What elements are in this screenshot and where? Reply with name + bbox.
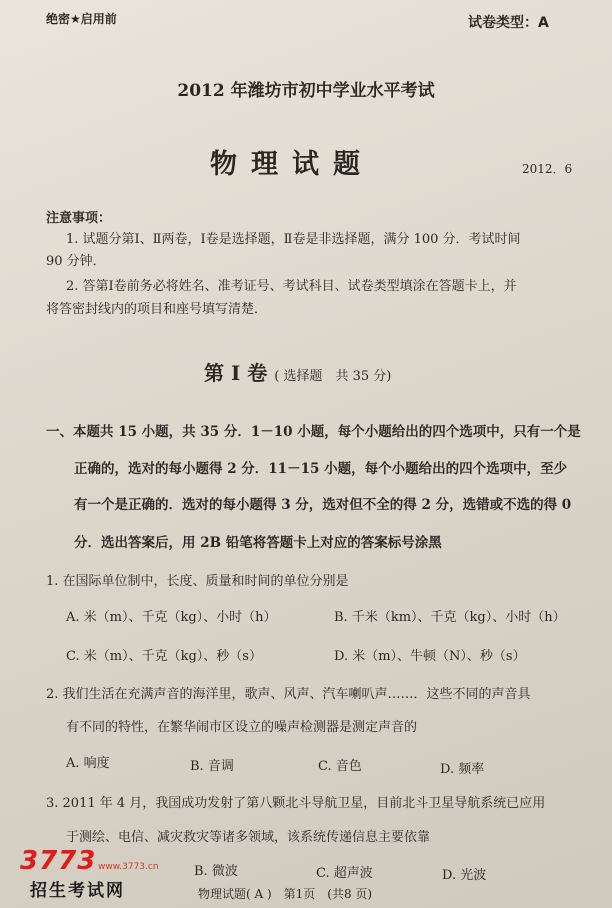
notes-line: 90 分钟．	[46, 254, 106, 269]
question-stem: 2. 我们生活在充满声音的海洋里，歌声、风声、汽车喇叭声……．这些不同的声音具	[46, 687, 531, 702]
exam-title: 2012 年潍坊市初中学业水平考试	[177, 81, 435, 101]
section-line: 一、本题共 15 小题，共 35 分．1－10 小题，每个小题给出的四个选项中，只有一个是	[46, 424, 581, 440]
volume-title	[204, 357, 391, 386]
paper-type: 试卷类型：A	[468, 15, 549, 31]
question-option: A. 米（m）、千克（kg）、小时（h）	[66, 610, 277, 625]
question-option: A. 响度	[66, 756, 110, 771]
notes-line: 将答密封线内的项目和座号填写清楚．	[46, 302, 268, 317]
question-option: B. 微波	[194, 864, 238, 879]
section-line: 正确的，选对的每小题得 2 分．11－15 小题，每个小题给出的四个选项中，至少	[74, 461, 568, 477]
question-stem: 于测绘、电信、减灾救灾等诸多领域，该系统传递信息主要依靠	[66, 830, 431, 845]
section-line: 分．选出答案后，用 2B 铅笔将答题卡上对应的答案标号涂黑	[74, 535, 442, 551]
question-stem: 3. 2011 年 4 月，我国成功发射了第八颗北斗导航卫星，目前北斗卫星导航系统已应用	[46, 796, 546, 811]
question-option: C. 米（m）、千克（kg）、秒（s）	[66, 649, 262, 664]
notes-line: 1. 试题分第Ⅰ、Ⅱ两卷，Ⅰ卷是选择题，Ⅱ卷是非选择题，满分 100 分．考试时间	[66, 232, 521, 247]
question-stem: 有不同的特性，在繁华闹市区设立的噪声检测器是测定声音的	[66, 720, 418, 735]
question-option: D. 频率	[440, 762, 485, 777]
question-stem: 1. 在国际单位制中，长度、质量和时间的单位分别是	[46, 574, 349, 589]
secret-label: 绝密★启用前	[46, 12, 117, 26]
watermark-logo-number: 3773	[20, 846, 97, 876]
question-option: D. 光波	[442, 868, 487, 883]
watermark-url: www.3773.cn	[98, 862, 159, 872]
question-option: C. 音色	[318, 759, 362, 774]
notes-heading: 注意事项：	[46, 211, 112, 226]
page-footer: 物理试题( A ) 第1页 (共8 页)	[198, 887, 373, 901]
question-option: B. 千米（km）、千克（kg）、小时（h）	[334, 610, 566, 625]
notes-line: 2. 答第Ⅰ卷前务必将姓名、准考证号、考试科目、试卷类型填涂在答题卡上，并	[66, 279, 517, 294]
volume-subtitle: ( 选择题 共 35 分)	[274, 369, 392, 384]
question-option: C. 超声波	[316, 866, 373, 881]
exam-date: 2012．6	[522, 162, 573, 176]
volume-title-text: 第 Ⅰ 卷	[204, 361, 268, 385]
section-line: 有一个是正确的．选对的每小题得 3 分，选对但不全的得 2 分，选错或不选的得 0	[74, 497, 572, 513]
subject-title: 物理试题	[210, 149, 374, 180]
question-option: D. 米（m）、牛顿（N）、秒（s）	[334, 649, 526, 664]
question-option: B. 音调	[190, 759, 234, 774]
watermark-site-name: 招生考试网	[30, 881, 125, 901]
